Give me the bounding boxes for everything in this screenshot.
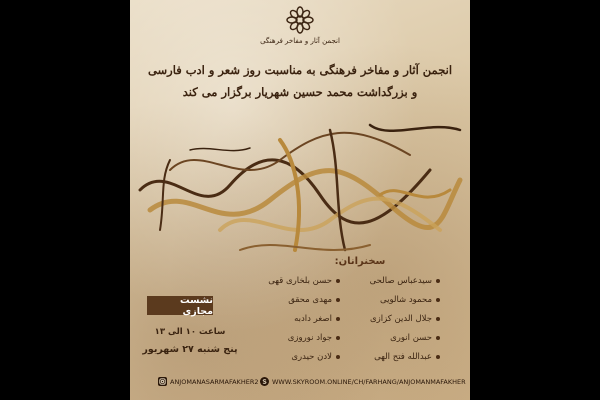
speaker-left-1: حسن بلخاری قهی [268, 276, 340, 286]
instagram-link[interactable] [158, 377, 258, 386]
skyroom-icon [260, 377, 269, 386]
footer-links [130, 370, 470, 400]
event-poster [130, 0, 470, 400]
speaker-right-4: حسن انوری [390, 333, 440, 343]
calligraphy-artwork [130, 100, 470, 270]
speaker-right-1: سیدعباس صالحی [370, 276, 440, 286]
speaker-right-5: عبدالله فتح الهی [374, 352, 440, 362]
speaker-right-2: محمود شالویی [380, 295, 440, 305]
skyroom-url: WWW.SKYROOM.ONLINE/CH/FARHANG/ANJOMANMAFAKHER [272, 377, 466, 386]
skyroom-link[interactable] [260, 377, 466, 386]
event-date: پنج شنبه ۲۷ شهریور [142, 344, 238, 355]
organization-name: انجمن آثار و مفاخر فرهنگی [260, 37, 340, 45]
headline-line-1: انجمن آثار و مفاخر فرهنگی به مناسبت روز شعر و ادب فارسی [147, 63, 453, 77]
speaker-left-4: جواد نوروزی [288, 333, 340, 343]
speaker-left-5: لادن حیدری [291, 352, 340, 362]
event-time: ساعت ۱۰ الی ۱۳ [154, 327, 226, 337]
speakers-title: سخنرانان: [334, 256, 386, 267]
virtual-session-badge: نشست مجازی [147, 296, 213, 315]
instagram-icon [158, 377, 167, 386]
speaker-left-2: مهدی محقق [288, 295, 340, 305]
speaker-right-3: جلال الدین کزازی [370, 314, 440, 324]
instagram-handle: ANJOMANASARMAFAKHER2 [170, 377, 259, 386]
organization-logo [286, 6, 314, 34]
speaker-left-3: اصغر دادبه [294, 314, 340, 324]
headline-line-2: و بزرگداشت محمد حسین شهریار برگزار می کند [182, 85, 418, 99]
